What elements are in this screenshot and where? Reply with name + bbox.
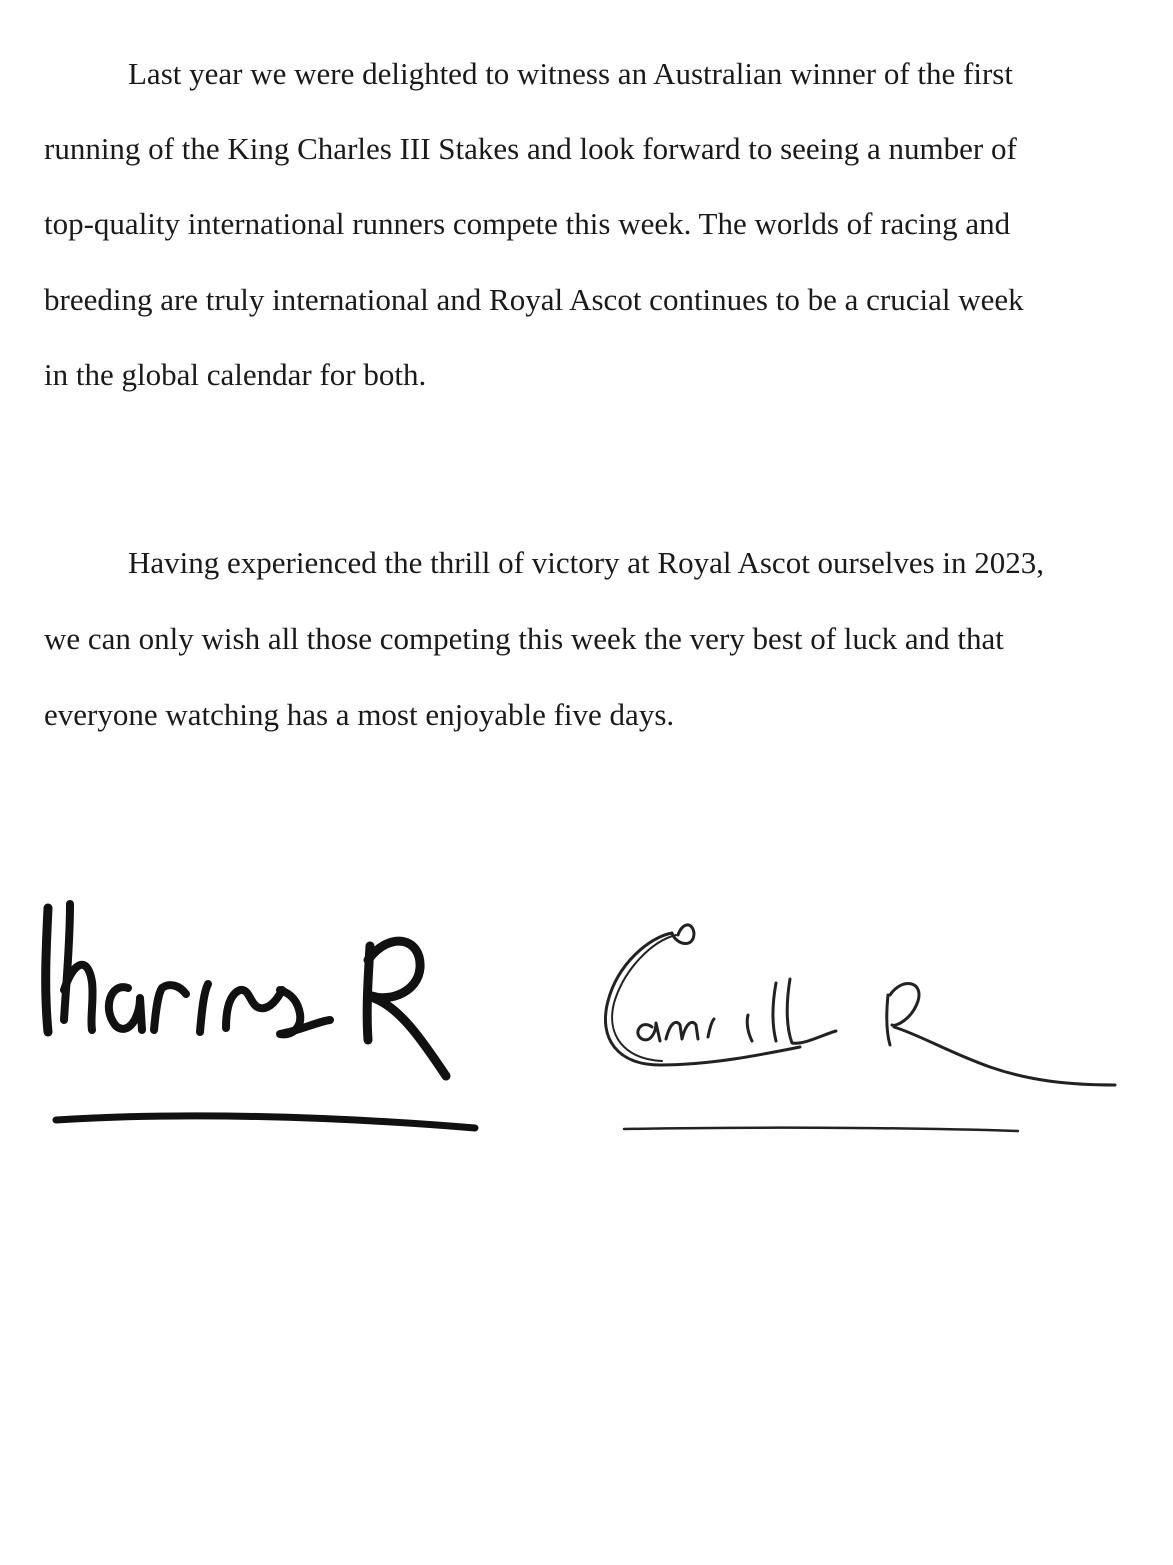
paragraph-2-line-1: Having experienced the thrill of victory at Royal Ascot ourselves in 2023, <box>128 545 1044 580</box>
camilla-signature <box>590 915 1135 1145</box>
paragraph-2-line-3: everyone watching has a most enjoyable five days. <box>44 697 675 732</box>
paragraph-1-line-4: breeding are truly international and Royal Ascot continues to be a crucial week <box>44 282 1024 317</box>
charles-signature <box>30 890 500 1150</box>
paragraph-1-line-1: Last year we were delighted to witness an Australian winner of the first <box>128 56 1013 91</box>
paragraph-1-line-3: top-quality international runners compete this week. The worlds of racing and <box>44 206 1011 241</box>
paragraph-1-line-2: running of the King Charles III Stakes and look forward to seeing a number of <box>44 131 1017 166</box>
paragraph-1-line-5: in the global calendar for both. <box>44 357 427 392</box>
paragraph-2-line-2: we can only wish all those competing this week the very best of luck and that <box>44 621 1004 656</box>
